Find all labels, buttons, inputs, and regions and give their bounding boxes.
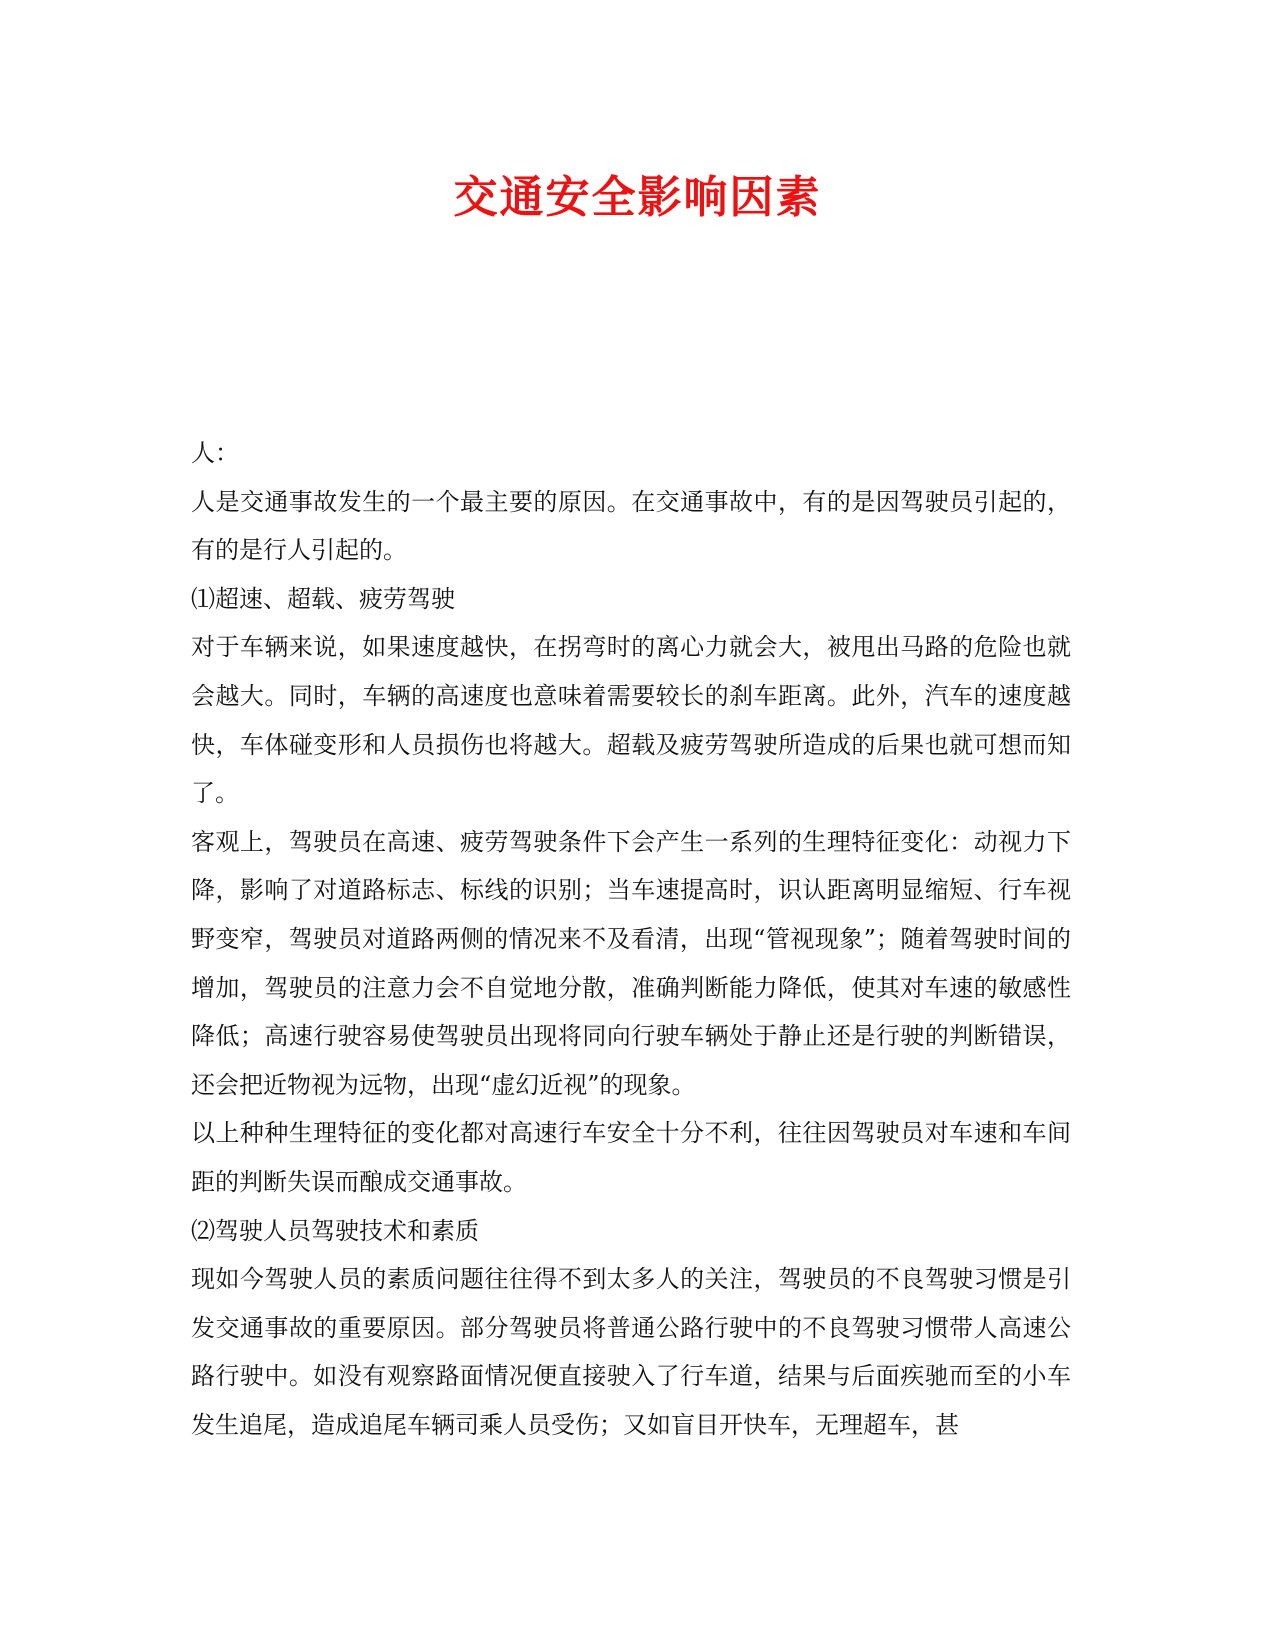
paragraph-physiology: 客观上，驾驶员在高速、疲劳驾驶条件下会产生一系列的生理特征变化：动视力下降，影响了对道路标志、标线的识别；当车速提高时，识认距离明显缩短、行车视野变窄，驾驶员对道路两侧的情况来不及看清，出现“管视现象”；随着驾驶时间的增加，驾驶员的注意力会不自觉地分散，准确判断能力降低，使其对车速的敏感性降低；高速行驶容易使驾驶员出现将同向行驶车辆处于静止还是行驶的判断错误，还会把近物视为远物，出现“虚幻近视”的现象。 — [191, 827, 1071, 1099]
document-title: 交通安全影响因素 — [453, 172, 822, 223]
paragraph-speed-effects: 对于车辆来说，如果速度越快，在拐弯时的离心力就会大，被甩出马路的危险也就会越大。同时，车辆的高速度也意味着需要较长的刹车距离。此外，汽车的速度越快，车体碰变形和人员损伤也将越大。超载及疲劳驾驶所造成的后果也就可想而知了。 — [191, 633, 1071, 808]
section-label-person: 人： — [191, 439, 239, 467]
subheading-driver-skill: ⑵驾驶人员驾驶技术和素质 — [191, 1216, 479, 1245]
subheading-speeding: ⑴超速、超载、疲劳驾驶 — [191, 584, 455, 613]
paragraph-driver-habits: 现如今驾驶人员的素质问题往往得不到太多人的关注，驾驶员的不良驾驶习惯是引发交通事故的重要原因。部分驾驶员将普通公路行驶中的不良驾驶习惯带人高速公路行驶中。如没有观察路面情况便直接驶入了行车道，结果与后面疾驰而至的小车发生追尾，造成追尾车辆司乘人员受伤；又如盲目开快车，无理超车，甚 — [191, 1265, 1071, 1439]
document-body — [191, 429, 1071, 1449]
paragraph-intro: 人是交通事故发生的一个最主要的原因。在交通事故中，有的是因驾驶员引起的，有的是行人引起的。 — [191, 487, 1071, 565]
paragraph-conclusion: 以上种种生理特征的变化都对高速行车安全十分不利，往往因驾驶员对车速和车间距的判断失误而酿成交通事故。 — [191, 1119, 1071, 1196]
